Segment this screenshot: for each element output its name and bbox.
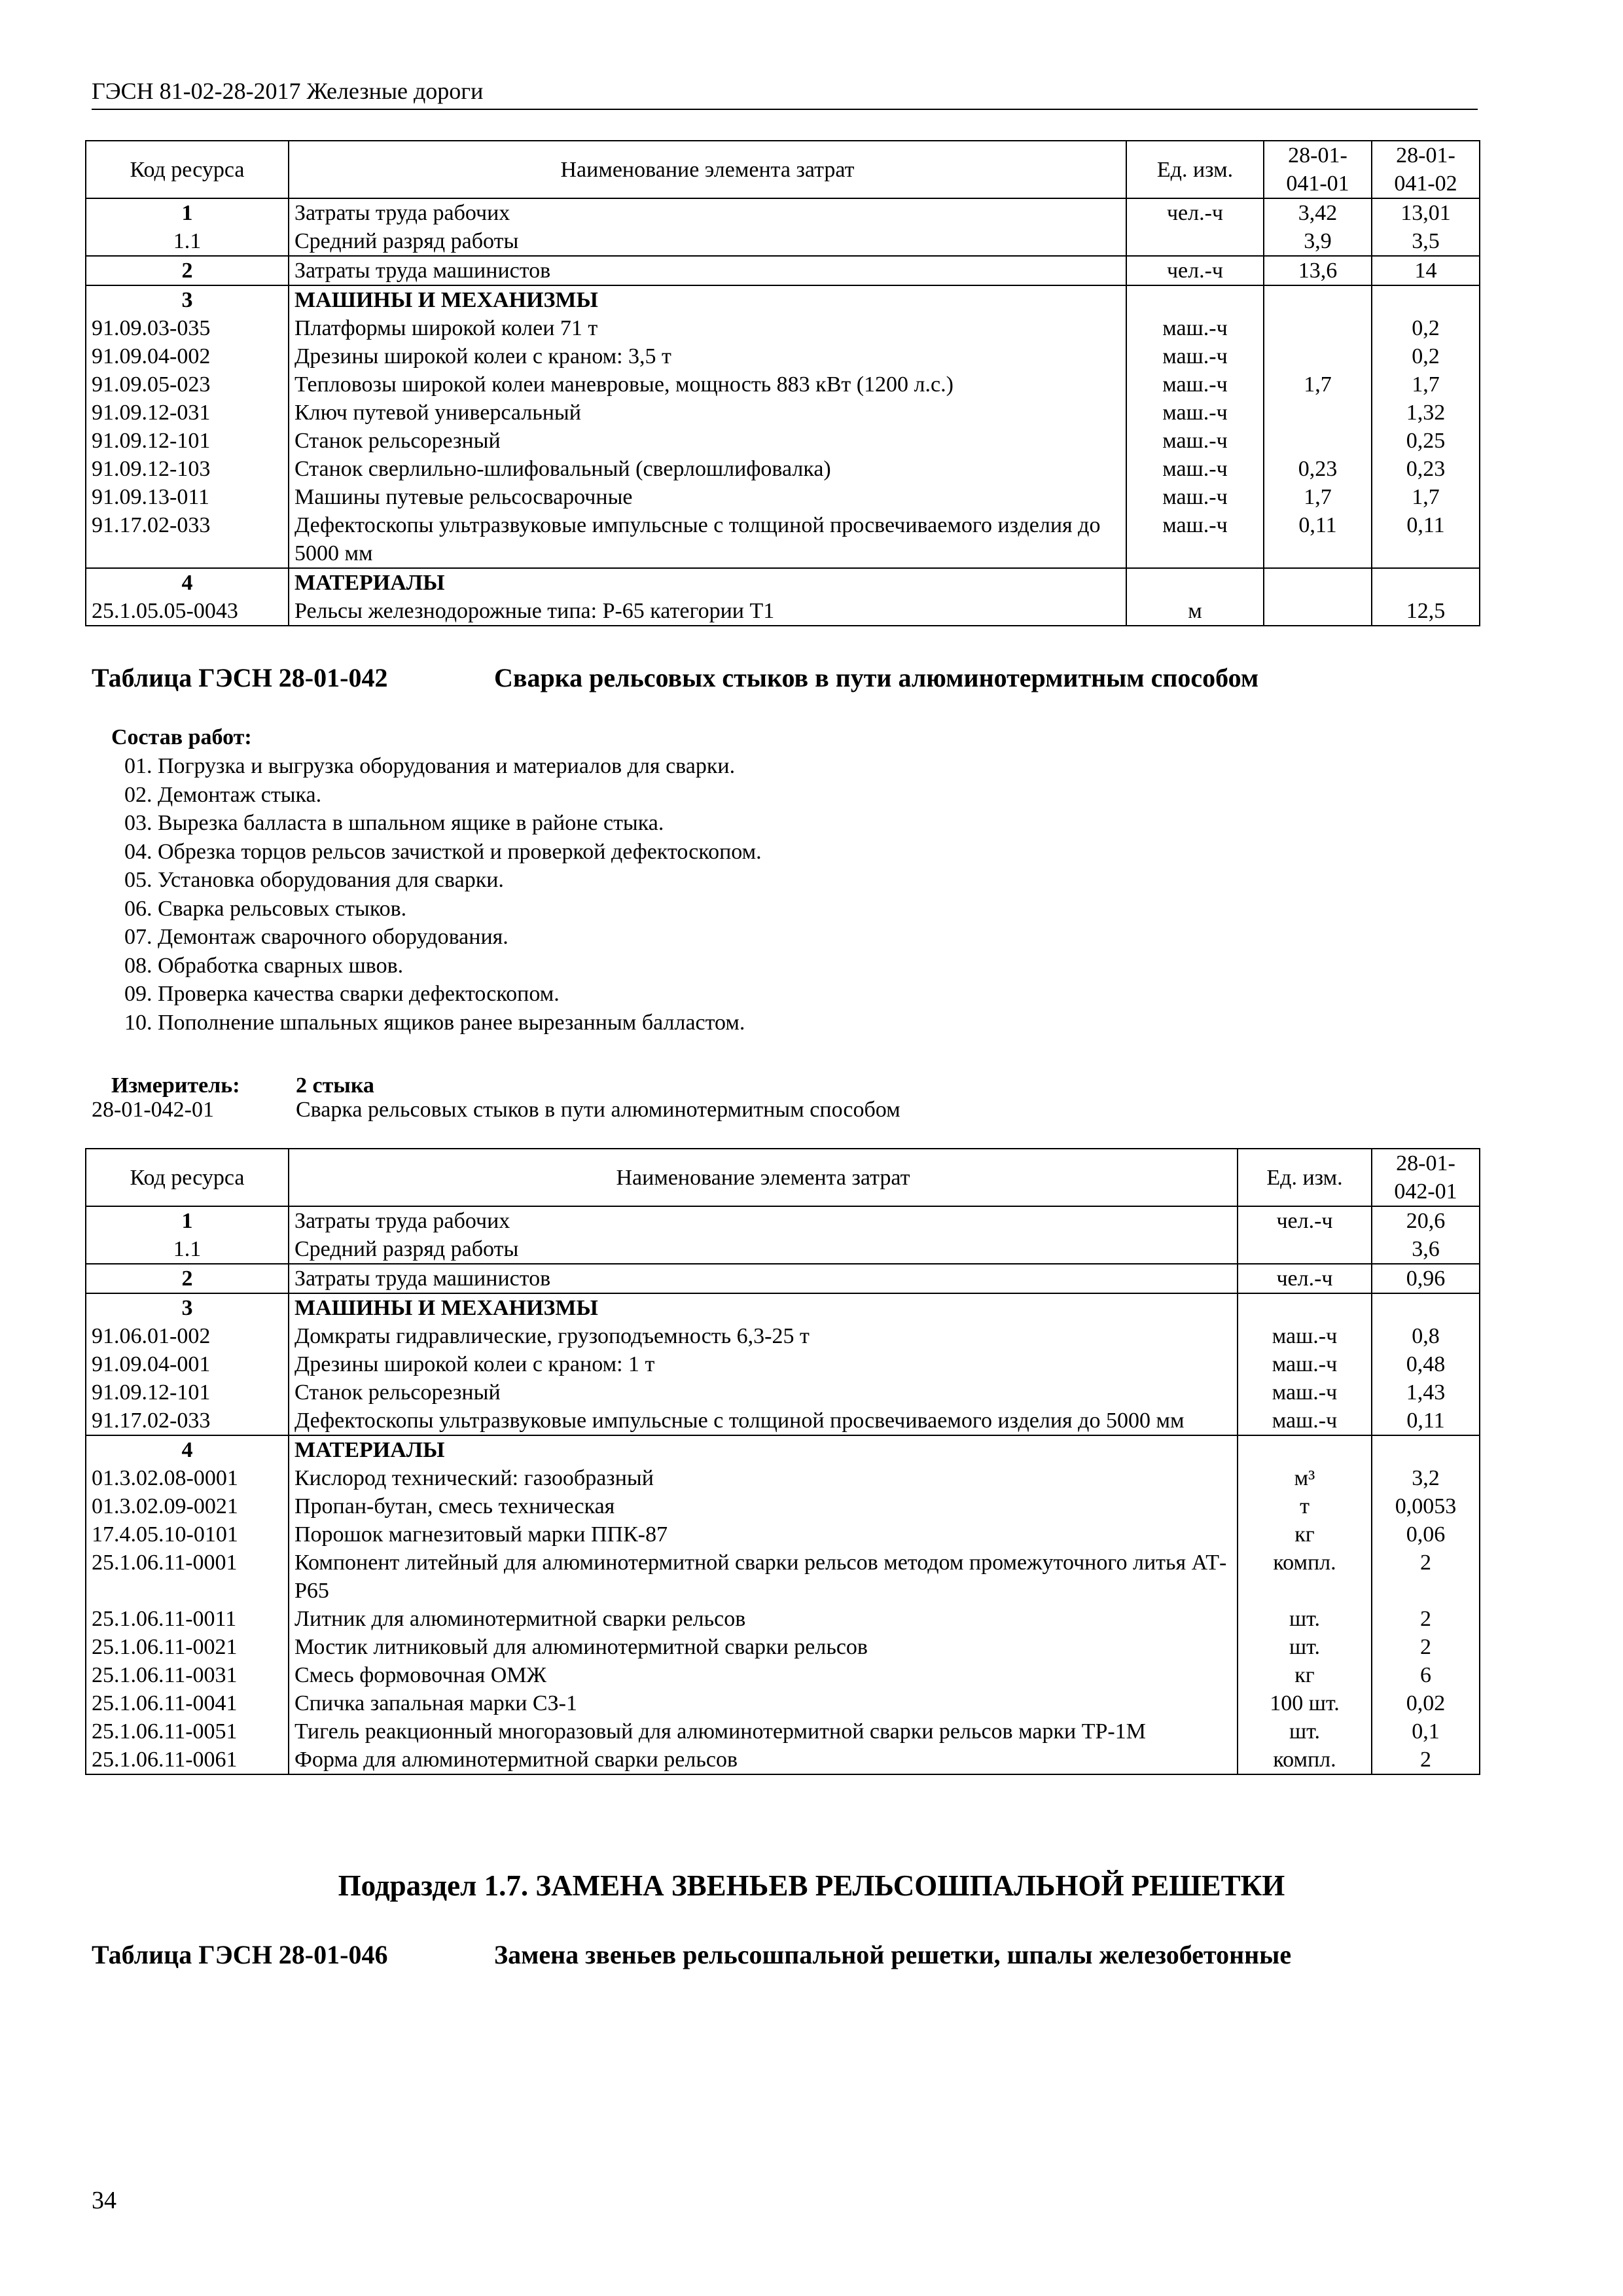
row-code: 91.09.05-023 <box>86 370 289 399</box>
row-code: 25.1.06.11-0031 <box>86 1661 289 1689</box>
row-value: 1,7 <box>1372 370 1480 399</box>
row-unit: маш.-ч <box>1126 511 1264 568</box>
norm-code-line <box>92 1098 901 1122</box>
table-row <box>86 1350 1480 1378</box>
row-value <box>1264 314 1372 342</box>
list-item: 02. Демонтаж стыка. <box>124 782 322 807</box>
group-code: 3 <box>86 1293 289 1322</box>
table-row <box>86 256 1480 285</box>
row-name: Станок рельсорезный <box>289 1378 1238 1407</box>
resource-table-041 <box>85 140 1480 626</box>
table-row <box>86 399 1480 427</box>
row-unit: чел.-ч <box>1126 198 1264 227</box>
row-name: Станок рельсорезный <box>289 427 1126 455</box>
row-value: 0,25 <box>1372 427 1480 455</box>
row-code: 91.09.12-031 <box>86 399 289 427</box>
table-row <box>86 597 1480 626</box>
row-value: 0,11 <box>1264 511 1372 568</box>
row-value: 2 <box>1372 1549 1480 1605</box>
row-value: 3,42 <box>1264 198 1372 227</box>
row-unit: компл. <box>1238 1746 1372 1774</box>
row-code: 01.3.02.08-0001 <box>86 1464 289 1492</box>
row-code: 25.1.05.05-0043 <box>86 597 289 626</box>
row-value: 0,23 <box>1264 455 1372 483</box>
group-title: МАШИНЫ И МЕХАНИЗМЫ <box>289 1293 1238 1322</box>
row-name: Дефектоскопы ультразвуковые импульсные с толщиной просвечиваемого изделия до 5000 мм <box>289 511 1126 568</box>
table-row <box>86 483 1480 511</box>
row-value: 0,06 <box>1372 1520 1480 1549</box>
table-row <box>86 1492 1480 1520</box>
row-code: 1.1 <box>86 227 289 256</box>
row-name: Затраты труда машинистов <box>289 256 1126 285</box>
row-name: Спичка запальная марки СЗ-1 <box>289 1689 1238 1717</box>
table-row <box>86 1520 1480 1549</box>
meter-value: 2 стыка <box>296 1073 374 1098</box>
table-row <box>86 1661 1480 1689</box>
table-row <box>86 427 1480 455</box>
table-row <box>86 1633 1480 1661</box>
row-unit: чел.-ч <box>1238 1206 1372 1235</box>
row-code: 91.06.01-002 <box>86 1322 289 1350</box>
row-unit: компл. <box>1238 1549 1372 1605</box>
row-name: Дефектоскопы ультразвуковые импульсные с толщиной просвечиваемого изделия до 5000 мм <box>289 1407 1238 1435</box>
table-row <box>86 1235 1480 1264</box>
group-heading-row <box>86 285 1480 314</box>
header-unit: Ед. изм. <box>1238 1149 1372 1206</box>
list-item: 05. Установка оборудования для сварки. <box>124 868 504 892</box>
table-row <box>86 511 1480 568</box>
row-unit: маш.-ч <box>1238 1322 1372 1350</box>
row-name: Рельсы железнодорожные типа: Р-65 категории Т1 <box>289 597 1126 626</box>
row-unit <box>1238 1235 1372 1264</box>
group-heading-row <box>86 1293 1480 1322</box>
row-value: 3,6 <box>1372 1235 1480 1264</box>
page-number: 34 <box>92 2187 116 2214</box>
row-code: 17.4.05.10-0101 <box>86 1520 289 1549</box>
row-code: 1.1 <box>86 1235 289 1264</box>
row-code: 25.1.06.11-0051 <box>86 1717 289 1746</box>
row-unit: маш.-ч <box>1126 370 1264 399</box>
row-value <box>1264 597 1372 626</box>
row-name: Станок сверлильно-шлифовальный (сверлошлифовалка) <box>289 455 1126 483</box>
header-col-041-02: 28-01-041-02 <box>1372 141 1480 198</box>
row-name: Затраты труда рабочих <box>289 1206 1238 1235</box>
row-value: 2 <box>1372 1633 1480 1661</box>
list-item: 03. Вырезка балласта в шпальном ящике в районе стыка. <box>124 811 664 835</box>
table-row <box>86 370 1480 399</box>
group-code: 4 <box>86 1435 289 1464</box>
group-title: МАШИНЫ И МЕХАНИЗМЫ <box>289 285 1126 314</box>
table-row <box>86 1689 1480 1717</box>
table-042-heading <box>92 662 1259 693</box>
row-unit: кг <box>1238 1661 1372 1689</box>
row-unit: т <box>1238 1492 1372 1520</box>
row-unit: маш.-ч <box>1238 1350 1372 1378</box>
row-name: Домкраты гидравлические, грузоподъемность 6,3-25 т <box>289 1322 1238 1350</box>
group-heading-row <box>86 1435 1480 1464</box>
row-value: 0,96 <box>1372 1264 1480 1293</box>
table-row <box>86 455 1480 483</box>
table-042-label: Таблица ГЭСН 28-01-042 <box>92 663 388 692</box>
running-header: ГЭСН 81-02-28-2017 Железные дороги <box>92 78 484 104</box>
row-value: 2 <box>1372 1605 1480 1633</box>
row-code: 25.1.06.11-0011 <box>86 1605 289 1633</box>
row-code: 2 <box>86 256 289 285</box>
row-code: 91.09.03-035 <box>86 314 289 342</box>
row-code: 1 <box>86 198 289 227</box>
row-value: 1,32 <box>1372 399 1480 427</box>
row-value: 3,9 <box>1264 227 1372 256</box>
row-value <box>1264 342 1372 370</box>
row-unit: маш.-ч <box>1126 314 1264 342</box>
header-name: Наименование элемента затрат <box>289 141 1126 198</box>
row-value: 0,11 <box>1372 511 1480 568</box>
table-row <box>86 1746 1480 1774</box>
group-code: 4 <box>86 568 289 597</box>
row-unit: маш.-ч <box>1126 342 1264 370</box>
row-code: 91.09.04-001 <box>86 1350 289 1378</box>
row-unit: кг <box>1238 1520 1372 1549</box>
row-value: 0,2 <box>1372 314 1480 342</box>
table-row <box>86 314 1480 342</box>
row-name: Затраты труда рабочих <box>289 198 1126 227</box>
table-046-label: Таблица ГЭСН 28-01-046 <box>92 1940 388 1969</box>
row-value: 12,5 <box>1372 597 1480 626</box>
row-name: Машины путевые рельсосварочные <box>289 483 1126 511</box>
row-name: Литник для алюминотермитной сварки рельсов <box>289 1605 1238 1633</box>
row-name: Тигель реакционный многоразовый для алюминотермитной сварки рельсов марки ТР-1М <box>289 1717 1238 1746</box>
header-name: Наименование элемента затрат <box>289 1149 1238 1206</box>
table-row <box>86 1717 1480 1746</box>
row-unit: маш.-ч <box>1126 399 1264 427</box>
group-heading-row <box>86 568 1480 597</box>
row-name: Форма для алюминотермитной сварки рельсов <box>289 1746 1238 1774</box>
row-value <box>1264 427 1372 455</box>
row-name: Затраты труда машинистов <box>289 1264 1238 1293</box>
row-value: 1,7 <box>1264 483 1372 511</box>
row-code: 01.3.02.09-0021 <box>86 1492 289 1520</box>
table-row <box>86 1206 1480 1235</box>
row-unit: маш.-ч <box>1126 427 1264 455</box>
row-name: Смесь формовочная ОМЖ <box>289 1661 1238 1689</box>
row-value: 0,48 <box>1372 1350 1480 1378</box>
row-code: 91.17.02-033 <box>86 511 289 568</box>
table-row <box>86 1549 1480 1605</box>
row-name: Платформы широкой колеи 71 т <box>289 314 1126 342</box>
row-unit: чел.-ч <box>1126 256 1264 285</box>
row-value: 13,01 <box>1372 198 1480 227</box>
table-row <box>86 342 1480 370</box>
row-value: 0,1 <box>1372 1717 1480 1746</box>
row-unit: м <box>1126 597 1264 626</box>
row-code: 91.09.04-002 <box>86 342 289 370</box>
row-code: 91.17.02-033 <box>86 1407 289 1435</box>
list-item: 08. Обработка сварных швов. <box>124 953 404 978</box>
row-unit: маш.-ч <box>1238 1378 1372 1407</box>
row-unit: маш.-ч <box>1126 455 1264 483</box>
header-col-041-01: 28-01-041-01 <box>1264 141 1372 198</box>
list-item: 06. Сварка рельсовых стыков. <box>124 896 407 921</box>
table-042-title: Сварка рельсовых стыков в пути алюминотермитным способом <box>494 663 1259 692</box>
row-value <box>1264 399 1372 427</box>
row-unit: 100 шт. <box>1238 1689 1372 1717</box>
row-value: 0,0053 <box>1372 1492 1480 1520</box>
row-unit: шт. <box>1238 1605 1372 1633</box>
table-row <box>86 1605 1480 1633</box>
row-unit: м³ <box>1238 1464 1372 1492</box>
row-unit: шт. <box>1238 1717 1372 1746</box>
header-rule <box>92 109 1478 110</box>
table-row <box>86 1264 1480 1293</box>
header-code: Код ресурса <box>86 141 289 198</box>
list-item: 09. Проверка качества сварки дефектоскопом. <box>124 982 560 1006</box>
row-code: 91.09.13-011 <box>86 483 289 511</box>
table-header-row <box>86 141 1480 198</box>
row-name: Пропан-бутан, смесь техническая <box>289 1492 1238 1520</box>
table-046-title: Замена звеньев рельсошпальной решетки, шпалы железобетонные <box>494 1940 1292 1969</box>
row-value: 6 <box>1372 1661 1480 1689</box>
work-composition <box>111 725 762 1037</box>
table-row <box>86 1322 1480 1350</box>
table-row <box>86 227 1480 256</box>
table-row <box>86 1378 1480 1407</box>
row-value: 0,2 <box>1372 342 1480 370</box>
row-value: 13,6 <box>1264 256 1372 285</box>
row-value: 0,11 <box>1372 1407 1480 1435</box>
row-value: 20,6 <box>1372 1206 1480 1235</box>
row-name: Ключ путевой универсальный <box>289 399 1126 427</box>
row-code: 91.09.12-103 <box>86 455 289 483</box>
row-code: 91.09.12-101 <box>86 1378 289 1407</box>
row-code: 25.1.06.11-0001 <box>86 1549 289 1605</box>
table-row <box>86 1407 1480 1435</box>
row-value: 0,8 <box>1372 1322 1480 1350</box>
group-code: 3 <box>86 285 289 314</box>
composition-caption: Состав работ: <box>111 725 252 749</box>
row-name: Компонент литейный для алюминотермитной сварки рельсов методом промежуточного литья АТ-Р65 <box>289 1549 1238 1605</box>
norm-description: Сварка рельсовых стыков в пути алюминотермитным способом <box>296 1098 901 1122</box>
subsection-title: Подраздел 1.7. ЗАМЕНА ЗВЕНЬЕВ РЕЛЬСОШПАЛЬНОЙ РЕШЕТКИ <box>338 1869 1285 1902</box>
header-col-042-01: 28-01-042-01 <box>1372 1149 1480 1206</box>
row-code: 25.1.06.11-0061 <box>86 1746 289 1774</box>
row-name: Дрезины широкой колеи с краном: 1 т <box>289 1350 1238 1378</box>
table-header-row <box>86 1149 1480 1206</box>
norm-code: 28-01-042-01 <box>92 1098 214 1122</box>
table-row <box>86 198 1480 227</box>
table-046-heading <box>92 1939 1292 1970</box>
row-value: 1,7 <box>1372 483 1480 511</box>
row-unit: чел.-ч <box>1238 1264 1372 1293</box>
row-unit: маш.-ч <box>1238 1407 1372 1435</box>
row-code: 2 <box>86 1264 289 1293</box>
row-name: Мостик литниковый для алюминотермитной сварки рельсов <box>289 1633 1238 1661</box>
resource-table-042 <box>85 1148 1480 1775</box>
row-name: Порошок магнезитовый марки ППК-87 <box>289 1520 1238 1549</box>
list-item: 10. Пополнение шпальных ящиков ранее вырезанным балластом. <box>124 1010 745 1035</box>
row-value: 1,43 <box>1372 1378 1480 1407</box>
meter-label: Измеритель: <box>111 1073 240 1098</box>
header-unit: Ед. изм. <box>1126 141 1264 198</box>
header-code: Код ресурса <box>86 1149 289 1206</box>
row-value: 0,23 <box>1372 455 1480 483</box>
row-name: Тепловозы широкой колеи маневровые, мощность 883 кВт (1200 л.с.) <box>289 370 1126 399</box>
row-name: Средний разряд работы <box>289 1235 1238 1264</box>
row-value: 3,2 <box>1372 1464 1480 1492</box>
list-item: 01. Погрузка и выгрузка оборудования и материалов для сварки. <box>124 754 736 778</box>
list-item: 04. Обрезка торцов рельсов зачисткой и проверкой дефектоскопом. <box>124 839 762 864</box>
row-unit <box>1126 227 1264 256</box>
table-row <box>86 1464 1480 1492</box>
group-title: МАТЕРИАЛЫ <box>289 1435 1238 1464</box>
row-code: 25.1.06.11-0041 <box>86 1689 289 1717</box>
row-unit: шт. <box>1238 1633 1372 1661</box>
row-name: Средний разряд работы <box>289 227 1126 256</box>
group-title: МАТЕРИАЛЫ <box>289 568 1126 597</box>
row-value: 3,5 <box>1372 227 1480 256</box>
row-code: 91.09.12-101 <box>86 427 289 455</box>
row-code: 25.1.06.11-0021 <box>86 1633 289 1661</box>
row-value: 0,02 <box>1372 1689 1480 1717</box>
row-unit: маш.-ч <box>1126 483 1264 511</box>
meter-line <box>111 1073 374 1098</box>
row-name: Кислород технический: газообразный <box>289 1464 1238 1492</box>
row-name: Дрезины широкой колеи с краном: 3,5 т <box>289 342 1126 370</box>
row-value: 1,7 <box>1264 370 1372 399</box>
list-item: 07. Демонтаж сварочного оборудования. <box>124 925 508 949</box>
row-code: 1 <box>86 1206 289 1235</box>
row-value: 2 <box>1372 1746 1480 1774</box>
row-value: 14 <box>1372 256 1480 285</box>
